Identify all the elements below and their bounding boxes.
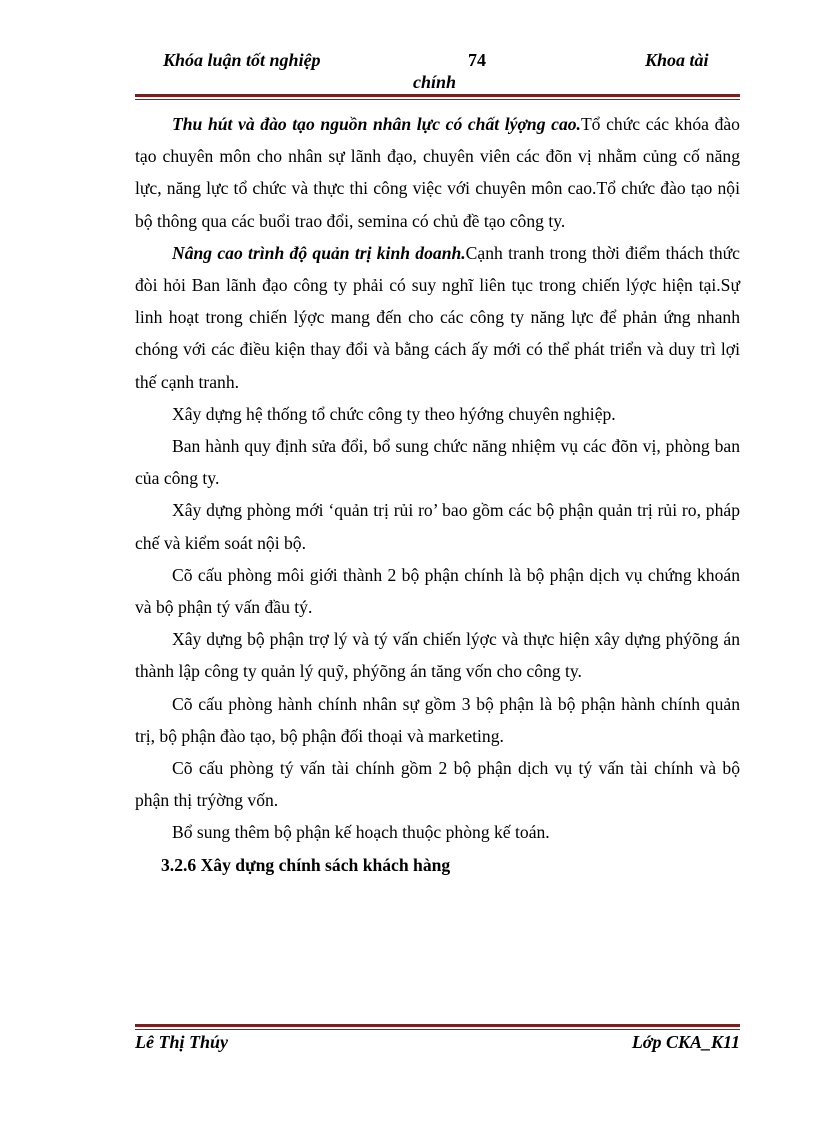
header-faculty-cont: chính bbox=[413, 72, 457, 92]
paragraph-4: Ban hành quy định sửa đổi, bổ sung chức năng nhiệm vụ các đõn vị, phòng ban của công ty. bbox=[135, 436, 740, 489]
page-number: 74 bbox=[468, 50, 486, 70]
footer-rule bbox=[135, 1024, 740, 1030]
page-header bbox=[135, 50, 740, 96]
paragraph-8: Cõ cấu phòng hành chính nhân sự gồm 3 bộ phận là bộ phận hành chính quản trị, bộ phận đào tạo, bộ phận đối thoại và marketing. bbox=[135, 693, 740, 746]
paragraph-2 bbox=[135, 237, 740, 398]
paragraph-1 bbox=[135, 108, 740, 237]
paragraph-2-text: Cạnh tranh trong thời điểm thách thức đòi hỏi Ban lãnh đạo công ty phải có suy nghĩ liên tục trong chiến lýợc hiện tại.Sự linh hoạt trong chiến lýợc mang đến cho các công ty năng lực để phản ứng nhanh chóng với các điều kiện thay đổi và bằng cách ấy mới có thể phát triển và duy trì lợi thế cạnh tranh. bbox=[135, 242, 740, 392]
page-body bbox=[135, 108, 740, 881]
footer-author: Lê Thị Thúy bbox=[135, 1032, 228, 1052]
page-footer bbox=[135, 1032, 740, 1058]
paragraph-10: Bổ sung thêm bộ phận kế hoạch thuộc phòng kế toán. bbox=[172, 822, 550, 843]
paragraph-9: Cõ cấu phòng tý vấn tài chính gồm 2 bộ phận dịch vụ tý vấn tài chính và bộ phận thị trýờng vốn. bbox=[135, 758, 740, 811]
paragraph-3: Xây dựng hệ thống tổ chức công ty theo hýớng chuyên nghiệp. bbox=[172, 403, 616, 424]
paragraph-6: Cõ cấu phòng môi giới thành 2 bộ phận chính là bộ phận dịch vụ chứng khoán và bộ phận tý vấn đầu tý. bbox=[135, 564, 740, 618]
paragraph-7: Xây dựng bộ phận trợ lý và tý vấn chiến lýợc và thực hiện xây dựng phýõng án thành lập công ty quản lý quỹ, phýõng án tăng vốn cho công ty. bbox=[135, 629, 740, 682]
header-thesis-title: Khóa luận tốt nghiệp bbox=[163, 50, 321, 70]
header-rule bbox=[135, 94, 740, 100]
header-faculty: Khoa tài bbox=[645, 50, 709, 70]
footer-class: Lớp CKA_K11 bbox=[631, 1032, 740, 1052]
paragraph-1-text: Tổ chức các khóa đào tạo chuyên môn cho nhân sự lãnh đạo, chuyên viên các đõn vị nhằm củng cố năng lực, năng lực tổ chức và thực thi công việc với chuyên môn cao.Tổ chức đào tạo nội bộ thông qua các buổi trao đổi, semina có chủ đề tạo công ty. bbox=[135, 114, 740, 231]
section-heading: 3.2.6 Xây dựng chính sách khách hàng bbox=[161, 854, 451, 875]
paragraph-1-lead: Thu hút và đào tạo nguồn nhân lực có chất lýợng cao. bbox=[172, 114, 581, 134]
paragraph-5: Xây dựng phòng mới ‘quản trị rủi ro’ bao gồm các bộ phận quản trị rủi ro, pháp chế và kiểm soát nội bộ. bbox=[135, 500, 740, 553]
paragraph-2-lead: Nâng cao trình độ quản trị kinh doanh. bbox=[172, 242, 466, 263]
